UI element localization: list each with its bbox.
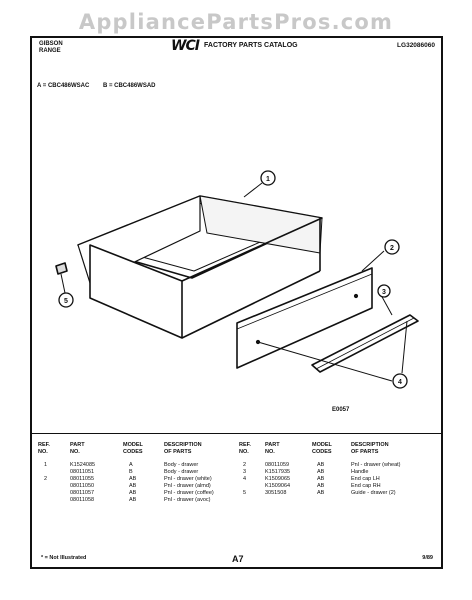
header-part: PART NO. (70, 442, 85, 455)
description-cell: Pnl - drawer (wheat) (351, 462, 401, 468)
parts-catalog-page (30, 36, 443, 569)
model-code-cell: AB (129, 483, 137, 489)
table-row (239, 476, 439, 483)
header-description: DESCRIPTION OF PARTS (351, 442, 389, 455)
model-code-cell: AB (317, 490, 325, 496)
callout-1-label: 1 (266, 176, 270, 183)
description-cell: Handle (351, 469, 369, 475)
table-row (38, 497, 238, 504)
table-divider (32, 433, 441, 434)
wci-logo: WCI (171, 38, 199, 54)
ref-cell: 5 (243, 490, 247, 496)
exploded-drawer-diagram (32, 93, 441, 403)
part-number-cell: 08011058 (70, 497, 95, 503)
brand-line-2: RANGE (39, 48, 61, 54)
header-ref: REF. NO. (239, 442, 251, 455)
callout-4-label: 4 (398, 379, 402, 386)
page-number: A7 (232, 554, 244, 564)
model-code-cell: B (129, 469, 133, 475)
description-cell: End cap RH (351, 483, 381, 489)
description-cell: Pnl - drawer (coffee) (164, 490, 214, 496)
revision-date: 9/89 (422, 555, 433, 561)
header-ref: REF. NO. (38, 442, 50, 455)
description-cell: End cap LH (351, 476, 380, 482)
table-row (38, 476, 238, 483)
table-row (239, 469, 439, 476)
model-code-cell: AB (129, 490, 137, 496)
part-number-cell: K1524085 (70, 462, 96, 468)
table-row (38, 462, 238, 469)
callout-5-label: 5 (64, 298, 68, 305)
ref-cell: 2 (243, 462, 247, 468)
callout-3-label: 3 (382, 289, 386, 296)
model-code-cell: AB (317, 483, 325, 489)
part-number-cell: 08011057 (70, 490, 95, 496)
model-code-cell: AB (129, 476, 137, 482)
model-a: A = CBC486WSAC (37, 83, 90, 89)
description-cell: Body - drawer (164, 462, 199, 468)
model-code-cell: AB (317, 462, 325, 468)
description-cell: Body - drawer (164, 469, 199, 475)
part-number-cell: 08011059 (265, 462, 290, 468)
table-row (239, 462, 439, 469)
callout-2-label: 2 (390, 245, 394, 252)
header-model: MODEL CODES (312, 442, 332, 455)
ref-cell: 2 (44, 476, 48, 482)
model-b: B = CBC486WSAD (102, 83, 156, 89)
description-cell: Pnl - drawer (white) (164, 476, 212, 482)
part-number-cell: 3051508 (265, 490, 287, 496)
table-row (38, 483, 238, 490)
watermark: AppliancePartsPros.com (78, 10, 394, 34)
description-cell: Pnl - drawer (almd) (164, 483, 211, 489)
part-number-cell: K1509065 (265, 476, 291, 482)
brand-block (39, 41, 63, 55)
header-model: MODEL CODES (123, 442, 143, 455)
ref-cell: 3 (243, 469, 247, 475)
table-row (239, 490, 439, 497)
catalog-code: LG32086060 (397, 42, 435, 49)
drawer-guide (56, 263, 67, 274)
catalog-title: FACTORY PARTS CATALOG (204, 42, 298, 49)
header-description: DESCRIPTION OF PARTS (164, 442, 202, 455)
model-code-cell: A (129, 462, 133, 468)
part-number-cell: K1509064 (265, 483, 291, 489)
description-cell: Pnl - drawer (avoc) (164, 497, 211, 503)
part-number-cell: 08011050 (70, 483, 95, 489)
model-code-cell: AB (317, 469, 325, 475)
ref-cell: 1 (44, 462, 48, 468)
model-code-cell: AB (129, 497, 137, 503)
part-number-cell: 08011055 (70, 476, 95, 482)
table-row (239, 483, 439, 490)
brand-line-1: GIBSON (39, 41, 63, 47)
model-legend (37, 83, 167, 89)
ref-cell: 4 (243, 476, 247, 482)
model-code-cell: AB (317, 476, 325, 482)
header-part: PART NO. (265, 442, 280, 455)
part-number-cell: 08011051 (70, 469, 95, 475)
drawing-number: E0057 (332, 407, 350, 413)
table-row (38, 469, 238, 476)
table-row (38, 490, 238, 497)
part-number-cell: K1517935 (265, 469, 291, 475)
description-cell: Guide - drawer (2) (351, 490, 396, 496)
footnote: * = Not Illustrated (41, 555, 87, 561)
